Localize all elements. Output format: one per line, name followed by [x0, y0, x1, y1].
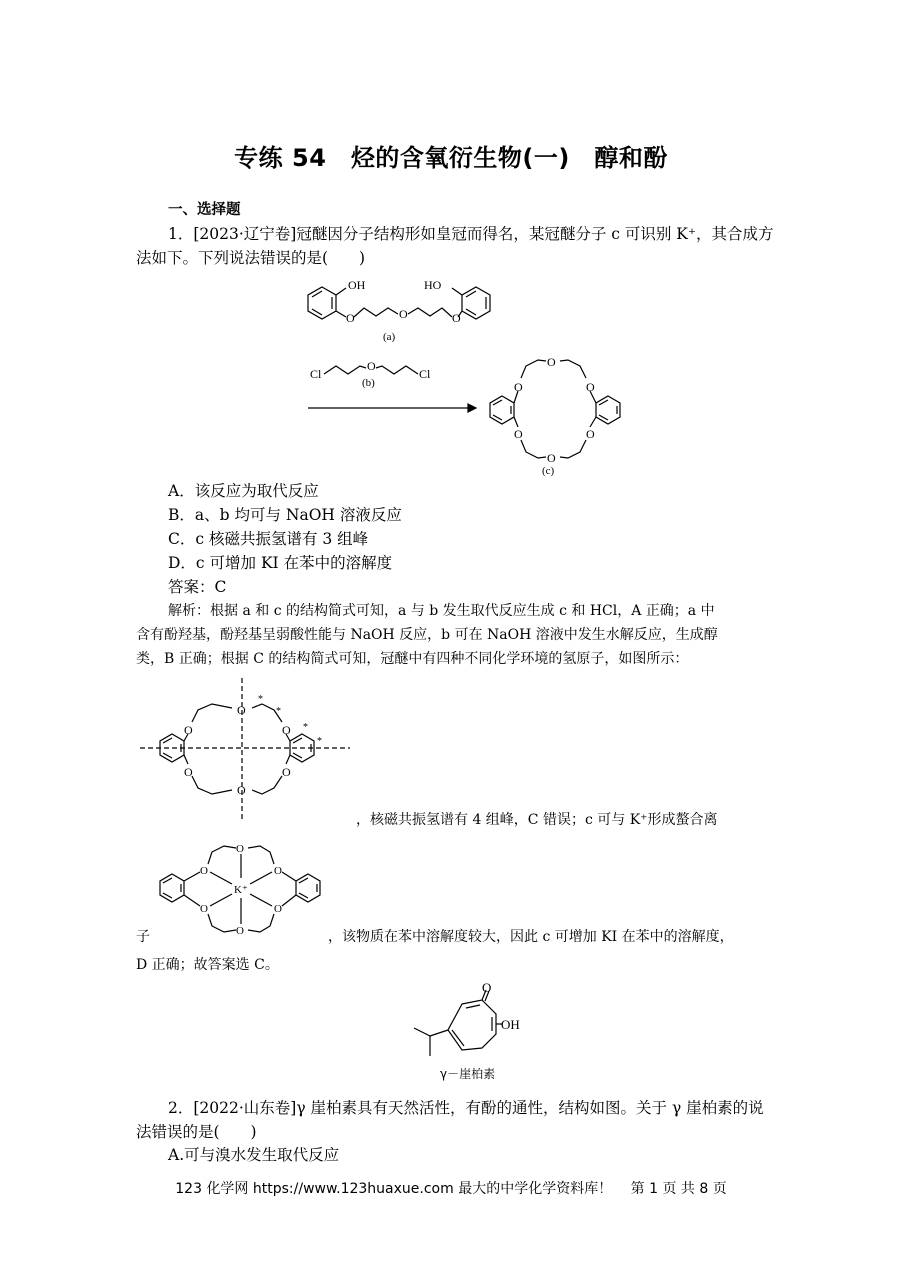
oh-label: OH [501, 1017, 520, 1032]
cl-label: Cl [310, 367, 322, 381]
potassium-ion: K⁺ [234, 884, 248, 896]
analysis-line1: 解析：根据 a 和 c 的结构简式可知，a 与 b 发生取代反应生成 c 和 HCl，A 正确；a 中 [168, 603, 715, 619]
o-atom: O [514, 380, 523, 394]
o-atom: O [184, 723, 193, 737]
star-mark: * [303, 722, 308, 733]
o-atom: O [586, 380, 595, 394]
o-atom: O [452, 311, 461, 325]
o-atom: O [346, 311, 355, 325]
o-atom: O [236, 843, 244, 855]
o-atom: O [184, 765, 193, 779]
option-d: D．c 可增加 KI 在苯中的溶解度 [168, 554, 393, 572]
analysis-line5: ，该物质在苯中溶解度较大，因此 c 可增加 KI 在苯中的溶解度， [328, 929, 734, 945]
gamma-thujaplicin-structure [400, 982, 540, 1086]
o-atom: O [274, 865, 282, 877]
section-heading: 一、选择题 [168, 202, 241, 218]
o-atom: O [586, 427, 595, 441]
o-atom: O [237, 703, 246, 717]
cl-label: Cl [419, 367, 431, 381]
page-title: 专练 54 烃的含氧衍生物(一) 醇和酚 [234, 144, 668, 172]
o-atom: O [367, 359, 376, 373]
star-mark: * [258, 694, 263, 705]
ho-label: HO [424, 278, 442, 292]
q2-stem-line2: 法错误的是( ) [136, 1123, 257, 1141]
oh-label: OH [348, 278, 366, 292]
o-atom: O [514, 427, 523, 441]
star-mark: * [317, 736, 322, 747]
analysis-line4: ，核磁共振氢谱有 4 组峰，C 错误；c 可与 K⁺形成螯合离 [356, 812, 718, 828]
label-b: (b) [362, 377, 375, 389]
page-footer: 123 化学网 https://www.123huaxue.com 最大的中学化学资料库！ 第 1 页 共 8 页 [175, 1181, 727, 1197]
o-atom: O [282, 765, 291, 779]
crown-ether-symmetry-figure [136, 676, 356, 826]
o-atom: O [282, 723, 291, 737]
analysis-line6: D 正确；故答案选 C。 [136, 957, 279, 973]
o-atom: O [237, 783, 246, 797]
figure-caption: γ－崖柏素 [440, 1067, 496, 1081]
analysis-line3: 类，B 正确；根据 C 的结构简式可知，冠醚中有四种不同化学环境的氢原子，如图所示： [136, 651, 689, 667]
q1-stem-line1: 1．[2023·辽宁卷]冠醚因分子结构形如皇冠而得名，某冠醚分子 c 可识别 K⁺，其合成方 [168, 225, 774, 243]
q1-stem-line2: 法如下。下列说法错误的是( ) [136, 249, 366, 267]
o-atom: O [200, 903, 208, 915]
synthesis-scheme [290, 270, 650, 478]
q2-stem-line1: 2．[2022·山东卷]γ 崖柏素具有天然活性，有酚的通性，结构如图。关于 γ 崖柏素的说 [168, 1099, 764, 1117]
option-b: B．a、b 均可与 NaOH 溶液反应 [168, 506, 402, 524]
o-atom: O [274, 903, 282, 915]
keto-oxygen: O [482, 982, 492, 995]
o-atom: O [236, 925, 244, 937]
q2-option-a: A.可与溴水发生取代反应 [168, 1146, 340, 1164]
option-a: A．该反应为取代反应 [168, 482, 319, 500]
label-c: (c) [542, 465, 555, 477]
analysis-line5-start: 子 [136, 929, 150, 945]
k-crown-complex-figure [150, 838, 330, 948]
o-atom: O [399, 307, 408, 321]
star-mark: * [276, 706, 281, 717]
o-atom: O [547, 451, 556, 465]
o-atom: O [547, 355, 556, 369]
option-c: C．c 核磁共振氢谱有 3 组峰 [168, 530, 369, 548]
o-atom: O [200, 865, 208, 877]
analysis-line2: 含有酚羟基，酚羟基呈弱酸性能与 NaOH 反应，b 可在 NaOH 溶液中发生水解反应，生成醇 [136, 627, 718, 643]
label-a: (a) [383, 331, 396, 343]
answer: 答案：C [168, 578, 227, 596]
